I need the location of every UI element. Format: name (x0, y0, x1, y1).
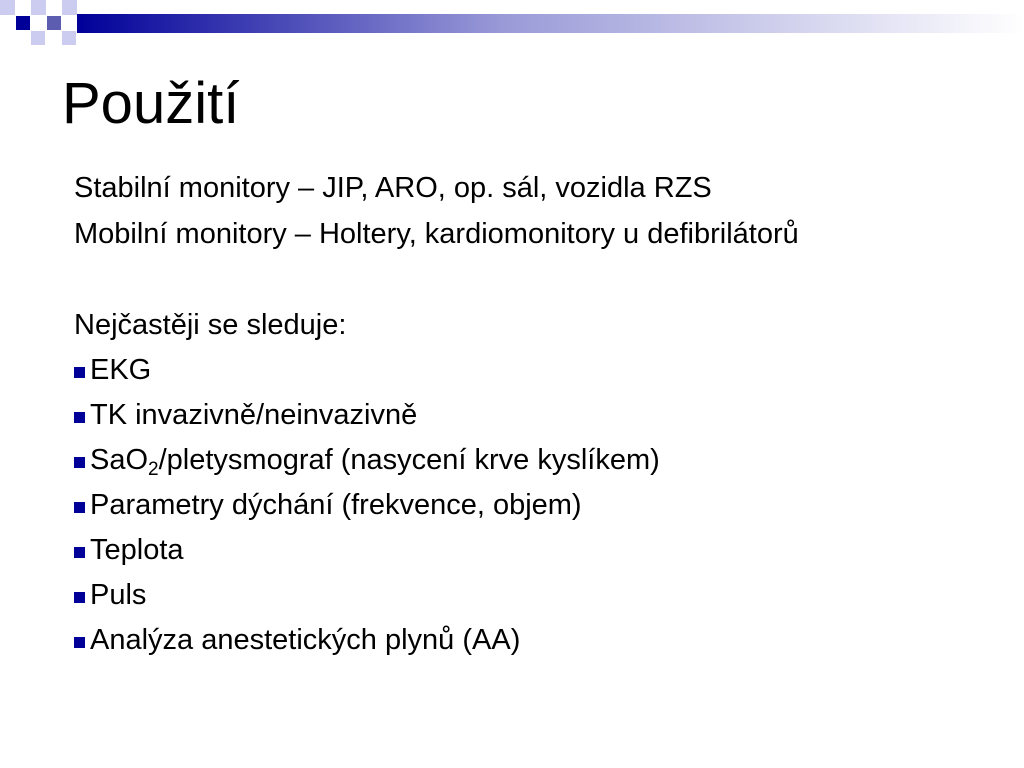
bullet-text: Puls (90, 579, 147, 611)
square-bullet-icon (74, 547, 85, 558)
bullet-item-breathing (74, 487, 582, 523)
bullet-item-temperature (74, 532, 184, 568)
bullet-text: Teplota (90, 534, 184, 566)
deco-square (31, 31, 45, 45)
bullet-item-ekg (74, 352, 151, 388)
bullet-text-subscript: 2 (148, 459, 159, 480)
bullet-text: EKG (90, 354, 152, 386)
deco-square (62, 0, 77, 15)
bullet-text: Parametry dýchání (frekvence, objem) (90, 489, 582, 521)
square-bullet-icon (74, 592, 85, 603)
bullet-text-prefix: SaO (90, 444, 149, 476)
bullet-text: TK invazivně/neinvazivně (90, 399, 418, 431)
gradient-stripe (77, 14, 1024, 33)
square-bullet-icon (74, 367, 85, 378)
deco-square (16, 16, 30, 30)
intro-line-stable: Stabilní monitory – JIP, ARO, op. sál, vozidla RZS (74, 172, 712, 204)
deco-square (0, 31, 14, 45)
bullet-item-tk (74, 397, 417, 433)
slide-title: Použití (62, 71, 240, 136)
bullet-text-suffix: /pletysmograf (nasycení krve kyslíkem) (158, 444, 660, 476)
list-heading: Nejčastěji se sleduje: (74, 309, 347, 341)
bullet-text: Analýza anestetických plynů (AA) (90, 624, 521, 656)
deco-square (62, 31, 76, 45)
square-bullet-icon (74, 637, 85, 648)
deco-square (0, 0, 15, 15)
deco-square (47, 16, 61, 30)
bullet-item-pulse (74, 577, 146, 613)
square-bullet-icon (74, 457, 85, 468)
header-decoration (0, 0, 1024, 48)
bullet-text (90, 442, 660, 478)
bullet-item-sao2 (74, 442, 660, 478)
header-gradient-bar (0, 0, 1024, 48)
square-bullet-icon (74, 412, 85, 423)
deco-square (31, 0, 46, 15)
bullet-item-anesthetic-gases (74, 622, 520, 658)
intro-line-mobile: Mobilní monitory – Holtery, kardiomonitory u defibrilátorů (74, 218, 799, 250)
square-bullet-icon (74, 502, 85, 513)
